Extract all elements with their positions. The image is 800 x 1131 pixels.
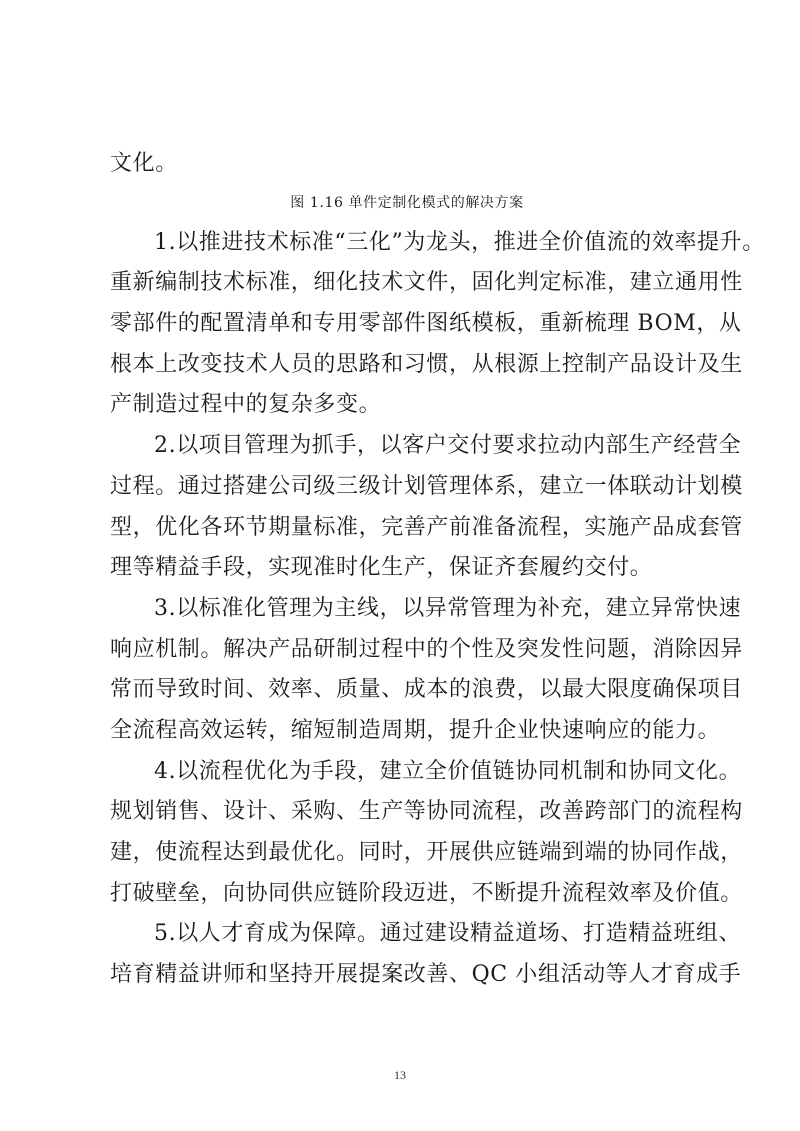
- paragraph-4: [110, 752, 743, 915]
- paragraph-line: 根本上改变技术人员的思路和习惯，从根源上控制产品设计及生: [110, 351, 743, 377]
- paragraph-line: 1.以推进技术标准“三化”为龙头，推进全价值流的效率提升。: [154, 229, 765, 255]
- page-number: 13: [394, 1068, 406, 1082]
- paragraph-line: 4.以流程优化为手段，建立全价值链协同机制和协同文化。: [154, 758, 742, 784]
- paragraph-line: 响应机制。解决产品研制过程中的个性及突发性问题，消除因异: [110, 636, 743, 662]
- paragraph-line: 3.以标准化管理为主线，以异常管理为补充，建立异常快速: [154, 595, 742, 621]
- page-body: [110, 144, 765, 996]
- paragraph-line: 过程。通过搭建公司级三级计划管理体系，建立一体联动计划模: [110, 473, 743, 499]
- paragraph-line: 型，优化各环节期量标准，完善产前准备流程，实施产品成套管: [110, 514, 743, 540]
- paragraph-line: 建，使流程达到最优化。同时，开展供应链端到端的协同作战，: [110, 840, 743, 865]
- paragraph-5: [110, 914, 742, 995]
- figure-caption: 图 1.16 单件定制化模式的解决方案: [290, 194, 524, 211]
- paragraph-line: 零部件的配置清单和专用零部件图纸模板，重新梳理 BOM，从: [110, 311, 742, 337]
- paragraph-line: 打破壁垒，向协同供应链阶段迈进，不断提升流程效率及价值。: [110, 880, 743, 906]
- continuation-line: 文化。: [110, 151, 178, 176]
- paragraph-line: 理等精益手段，实现准时化生产，保证齐套履约交付。: [110, 555, 653, 581]
- paragraph-line: 全流程高效运转，缩短制造周期，提升企业快速响应的能力。: [110, 717, 721, 743]
- paragraph-2: [110, 426, 743, 589]
- paragraph-line: 规划销售、设计、采购、生产等协同流程，改善跨部门的流程构: [110, 799, 743, 825]
- paragraph-line: 常而导致时间、效率、质量、成本的浪费，以最大限度确保项目: [110, 677, 743, 703]
- paragraph-3: [110, 589, 743, 752]
- paragraph-line: 重新编制技术标准，细化技术文件，固化判定标准，建立通用性: [110, 270, 743, 296]
- paragraph-line: 培育精益讲师和坚持开展提案改善、QC 小组活动等人才育成手: [110, 962, 742, 988]
- paragraph-line: 5.以人才育成为保障。通过建设精益道场、打造精益班组、: [154, 921, 742, 947]
- paragraph-1: [110, 223, 765, 426]
- paragraph-line: 产制造过程中的复杂多变。: [110, 392, 382, 418]
- paragraph-line: 2.以项目管理为抓手，以客户交付要求拉动内部生产经营全: [154, 433, 742, 459]
